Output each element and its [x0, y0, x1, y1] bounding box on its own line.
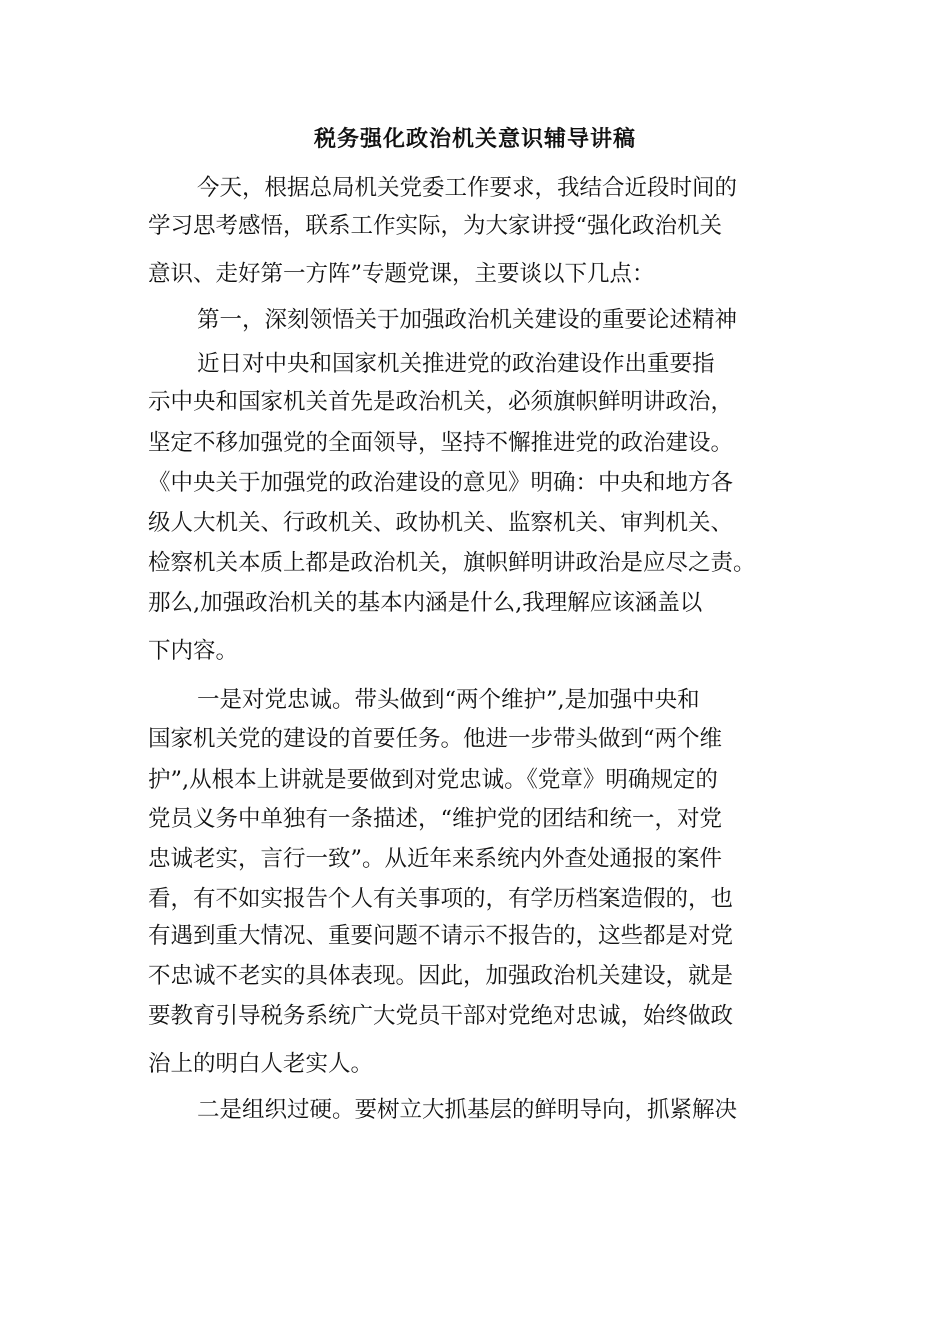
text-line: 有遇到重大情况、重要问题不请示不报告的，这些都是对党 [148, 923, 734, 949]
text-line: 不忠诚不老实的具体表现。因此，加强政治机关建设，就是 [148, 963, 734, 989]
text-line: 意识、走好第一方阵”专题党课，主要谈以下几点： [148, 261, 655, 287]
document-title: 税务强化政治机关意识辅导讲稿 [313, 127, 636, 152]
text-line: 党员义务中单独有一条描述，“维护党的团结和统一，对党 [148, 806, 723, 832]
text-line: 今天，根据总局机关党委工作要求，我结合近段时间的 [197, 175, 738, 201]
text-line: 看，有不如实报告个人有关事项的，有学历档案造假的，也 [148, 886, 734, 912]
text-line: 忠诚老实，言行一致”。从近年来系统内外查处通报的案件 [148, 846, 723, 872]
text-line: 坚定不移加强党的全面领导，坚持不懈推进党的政治建设。 [148, 430, 734, 456]
text-line: 下内容。 [148, 638, 239, 664]
text-line: 检察机关本质上都是政治机关，旗帜鲜明讲政治是应尽之责。 [148, 550, 756, 576]
text-line: 要教育引导税务系统广大党员干部对党绝对忠诚，始终做政 [148, 1003, 734, 1029]
text-line: 护”,从根本上讲就是要做到对党忠诚。《党章》明确规定的 [148, 767, 718, 793]
text-line: 《中央关于加强党的政治建设的意见》明确：中央和地方各 [148, 470, 734, 496]
text-line: 示中央和国家机关首先是政治机关，必须旗帜鲜明讲政治， [148, 389, 734, 415]
text-line: 治上的明白人老实人。 [148, 1051, 374, 1077]
text-line: 国家机关党的建设的首要任务。他进一步带头做到“两个维 [148, 726, 723, 752]
text-line: 那么,加强政治机关的基本内涵是什么,我理解应该涵盖以 [148, 590, 703, 616]
text-line: 级人大机关、行政机关、政协机关、监察机关、审判机关、 [148, 510, 734, 536]
text-line: 二是组织过硬。要树立大抓基层的鲜明导向，抓紧解决 [197, 1097, 738, 1123]
text-line: 学习思考感悟，联系工作实际，为大家讲授“强化政治机关 [148, 213, 723, 239]
text-line: 近日对中央和国家机关推进党的政治建设作出重要指 [197, 351, 715, 377]
text-line: 一是对党忠诚。带头做到“两个维护”,是加强中央和 [197, 687, 700, 713]
section-heading: 第一，深刻领悟关于加强政治机关建设的重要论述精神 [197, 307, 738, 333]
